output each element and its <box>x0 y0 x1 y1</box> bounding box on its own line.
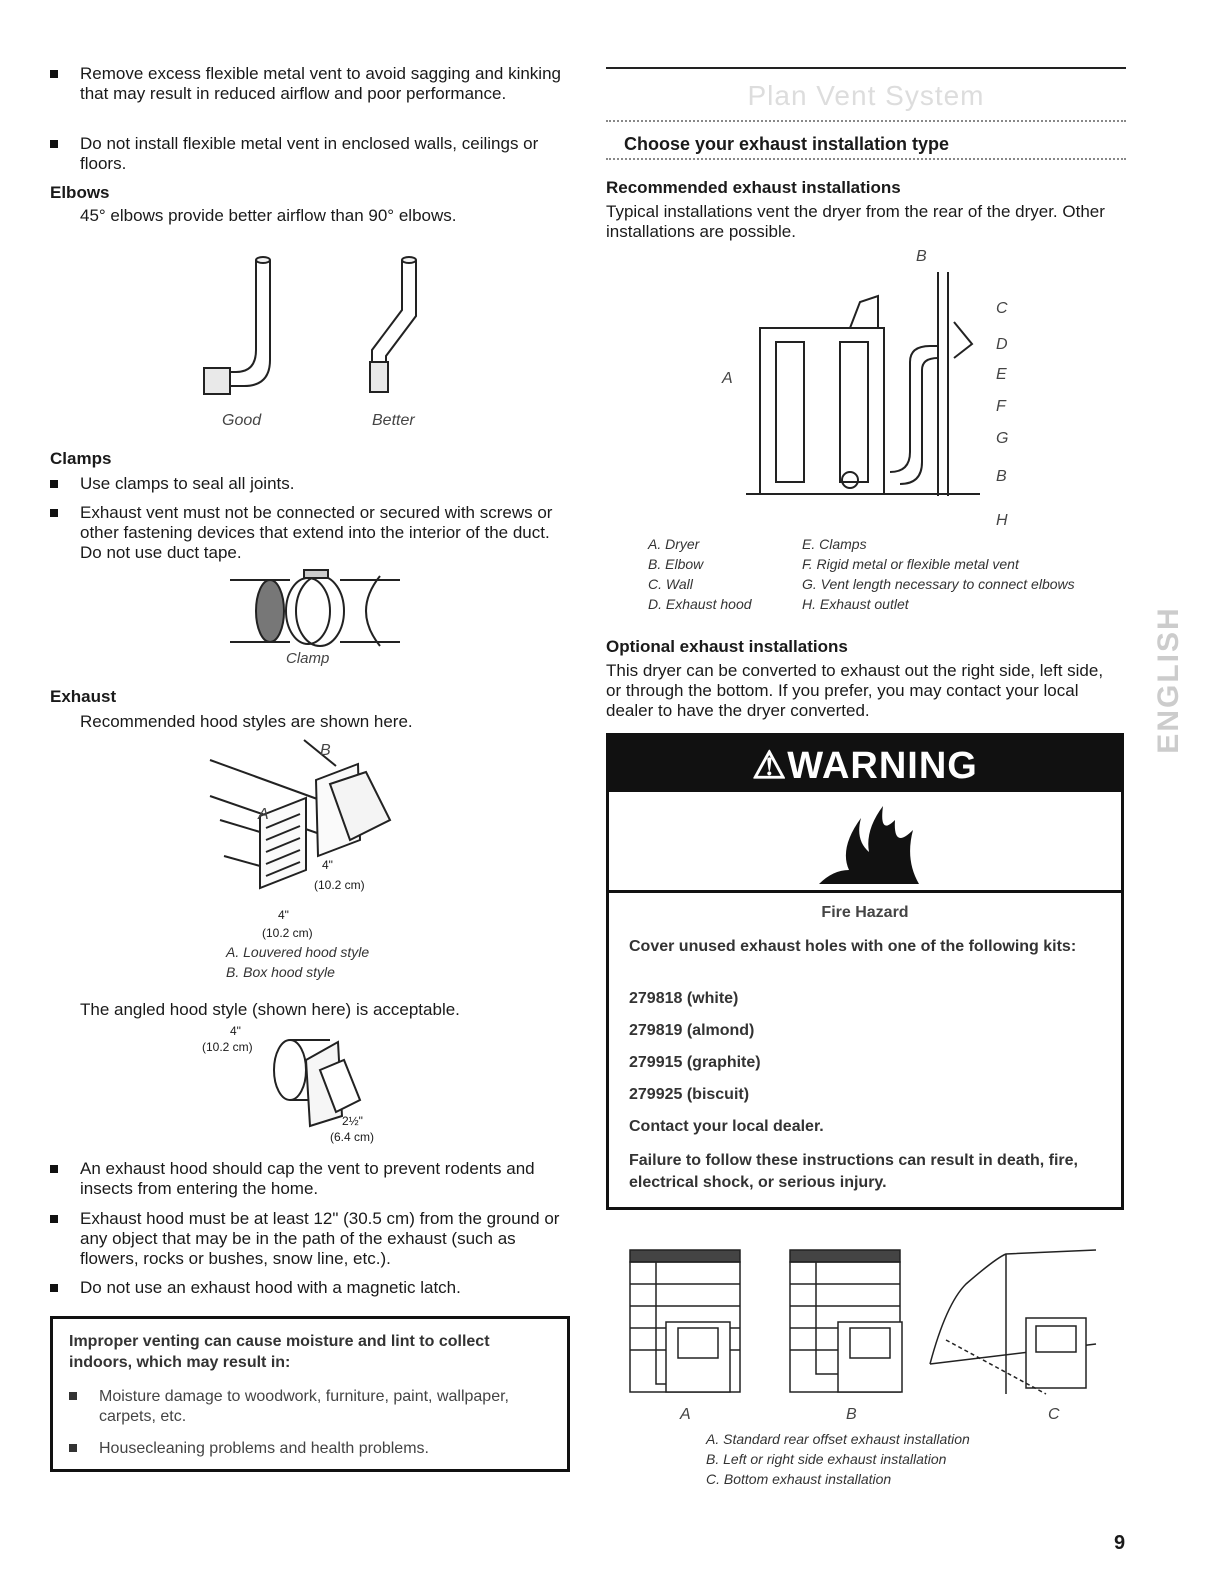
choose-heading: Choose your exhaust installation type <box>624 134 950 154</box>
elbows-heading: Elbows <box>50 183 110 202</box>
legend-item: B. Elbow <box>648 556 704 572</box>
bullet-square-icon <box>50 140 58 148</box>
bullet-remove-excess <box>80 64 570 104</box>
legend-right <box>802 534 1075 614</box>
bullet-use-clamps <box>80 474 570 494</box>
clamps-heading: Clamps <box>50 449 112 468</box>
bullet-text: Exhaust vent must not be connected or secured with screws or other fastening devices that extend into the interior of the duct. Do not use duct tape. <box>80 503 553 562</box>
legend-item: E. Clamps <box>802 536 867 552</box>
improper-item-text: Housecleaning problems and health problems. <box>99 1440 429 1457</box>
bullet-square-icon <box>69 1444 77 1452</box>
better-elbow-icon <box>370 257 416 392</box>
warning-line-6: Contact your local dealer. <box>629 1118 824 1135</box>
install-caption-b: B. Left or right side exhaust installation <box>706 1451 947 1467</box>
exhaust-heading: Exhaust <box>50 687 117 706</box>
bullet-square-icon <box>50 480 58 488</box>
hood-label-a: A <box>258 806 269 823</box>
hood-dim-1: 4" <box>322 858 333 872</box>
clamp-caption: Clamp <box>286 650 330 667</box>
dotted-rule-bottom <box>606 158 1126 160</box>
bullet-square-icon <box>69 1392 77 1400</box>
warning-line-1: Cover unused exhaust holes with one of the following kits: <box>629 938 1077 955</box>
legend-item: D. Exhaust hood <box>648 596 752 612</box>
angled-dim-2: 2½" <box>342 1114 363 1128</box>
exhaust-text: Recommended hood styles are shown here. <box>80 712 413 731</box>
diag-label-e: E <box>996 366 1007 383</box>
optional-text: This dryer can be converted to exhaust out the right side, left side, or through the bottom. If you prefer, you may contact your local dealer to have the dryer converted. <box>606 661 1104 720</box>
hood-dim-2: 4" <box>278 908 289 922</box>
warning-line-4: 279915 (graphite) <box>629 1054 761 1071</box>
wall-icon <box>938 272 948 496</box>
language-tab-text: ENGLISH <box>1152 606 1185 754</box>
hood-label-b: B <box>320 742 331 759</box>
improper-item-2 <box>99 1439 529 1459</box>
bullet-text: Do not install flexible metal vent in enclosed walls, ceilings or floors. <box>80 134 539 173</box>
bullet-text: Exhaust hood must be at least 12" (30.5 cm) from the ground or any object that may be in the path of the exhaust (such as flowers, rocks or bushes, snow line, etc.). <box>80 1209 560 1268</box>
install-label-b: B <box>846 1406 857 1423</box>
section-title: Plan Vent System <box>747 80 985 111</box>
section-rule <box>606 67 1126 69</box>
elbow-good-label: Good <box>222 412 262 429</box>
hood-dim-2-cm: (10.2 cm) <box>262 926 313 940</box>
exhaust-hood-icon <box>954 322 972 358</box>
diag-label-b-top: B <box>916 248 927 265</box>
clamp-icon <box>230 570 400 646</box>
hood-dim-1-cm: (10.2 cm) <box>314 878 365 892</box>
bullet-text: Remove excess flexible metal vent to avoid sagging and kinking that may result in reduced airflow and poor performance. <box>80 64 561 103</box>
elbows-text: 45° elbows provide better airflow than 90° elbows. <box>80 206 457 225</box>
bullet-no-screws <box>80 503 570 563</box>
bullet-square-icon <box>50 1284 58 1292</box>
side-install-icon <box>790 1250 902 1392</box>
legend-left <box>648 534 752 614</box>
clamp-illustration <box>230 568 410 648</box>
legend-item: G. Vent length necessary to connect elbows <box>802 576 1075 592</box>
diag-label-a: A <box>722 370 733 387</box>
language-tab <box>1152 560 1186 800</box>
warning-hazard: Fire Hazard <box>821 904 909 921</box>
diag-label-f: F <box>996 398 1006 415</box>
vent-pipe-icon <box>890 346 938 484</box>
recommended-heading: Recommended exhaust installations <box>606 178 901 197</box>
warning-title: WARNING <box>787 745 978 787</box>
diag-label-c: C <box>996 300 1008 317</box>
bullet-text: Use clamps to seal all joints. <box>80 474 295 493</box>
page-number: 9 <box>1114 1532 1126 1554</box>
diag-label-h: H <box>996 512 1008 529</box>
angled-dim-1-cm: (10.2 cm) <box>202 1040 253 1054</box>
warning-line-7: Failure to follow these instructions can result in death, fire, electrical shock, or serious injury. <box>629 1152 1078 1191</box>
warning-divider <box>609 890 1121 893</box>
install-caption-c: C. Bottom exhaust installation <box>706 1471 892 1487</box>
legend-item: H. Exhaust outlet <box>802 596 909 612</box>
bullet-no-enclosed <box>80 134 570 174</box>
hood-caption-b: B. Box hood style <box>226 964 335 980</box>
install-caption-a: A. Standard rear offset exhaust installation <box>706 1431 970 1447</box>
improper-venting-box <box>50 1316 570 1472</box>
bullet-magnetic-latch <box>80 1278 570 1298</box>
bullet-square-icon <box>50 509 58 517</box>
bullet-text: An exhaust hood should cap the vent to prevent rodents and insects from entering the home. <box>80 1159 535 1198</box>
bottom-install-icon <box>930 1250 1096 1394</box>
hood-styles-illustration <box>210 740 430 940</box>
bullet-hood-height <box>80 1209 570 1269</box>
bullet-square-icon <box>50 1165 58 1173</box>
bullet-hood-cap <box>80 1159 570 1199</box>
hood-caption-a: A. Louvered hood style <box>226 944 370 960</box>
warning-line-5: 279925 (biscuit) <box>629 1086 750 1103</box>
diag-label-b: B <box>996 468 1007 485</box>
install-label-c: C <box>1048 1406 1060 1423</box>
dryer-icon <box>760 296 884 494</box>
improper-heading: Improper venting can cause moisture and lint to collect indoors, which may result in: <box>69 1333 490 1371</box>
fire-icon <box>809 800 929 886</box>
legend-item: A. Dryer <box>648 536 700 552</box>
elbow-better-label: Better <box>372 412 415 429</box>
optional-heading: Optional exhaust installations <box>606 637 848 656</box>
bullet-square-icon <box>50 70 58 78</box>
diag-label-d: D <box>996 336 1008 353</box>
warning-header <box>609 736 1121 792</box>
angled-dim-1: 4" <box>230 1024 241 1038</box>
legend-item: C. Wall <box>648 576 693 592</box>
box-hood-icon <box>316 764 390 856</box>
diag-label-g: G <box>996 430 1009 447</box>
warning-triangle-icon: ⚠ <box>752 745 788 787</box>
legend-item: F. Rigid metal or flexible metal vent <box>802 556 1019 572</box>
warning-line-2: 279818 (white) <box>629 990 739 1007</box>
good-elbow-icon <box>204 257 270 394</box>
recommended-text: Typical installations vent the dryer from the rear of the dryer. Other installations are possible. <box>606 202 1105 241</box>
angled-dim-2-cm: (6.4 cm) <box>330 1130 375 1144</box>
rear-exhaust-diagram <box>740 262 1030 512</box>
installation-types-illustration <box>626 1244 1096 1404</box>
bullet-text: Do not use an exhaust hood with a magnetic latch. <box>80 1278 461 1297</box>
improper-item-1 <box>99 1387 529 1427</box>
warning-line-3: 279819 (almond) <box>629 1022 755 1039</box>
install-label-a: A <box>680 1406 691 1423</box>
improper-item-text: Moisture damage to woodwork, furniture, paint, wallpaper, carpets, etc. <box>99 1388 509 1425</box>
dotted-rule-top <box>606 120 1126 122</box>
elbow-illustration <box>190 250 450 410</box>
warning-box <box>606 733 1124 1210</box>
bullet-square-icon <box>50 1215 58 1223</box>
rear-offset-install-icon <box>630 1250 740 1392</box>
angled-text: The angled hood style (shown here) is acceptable. <box>80 1000 460 1019</box>
